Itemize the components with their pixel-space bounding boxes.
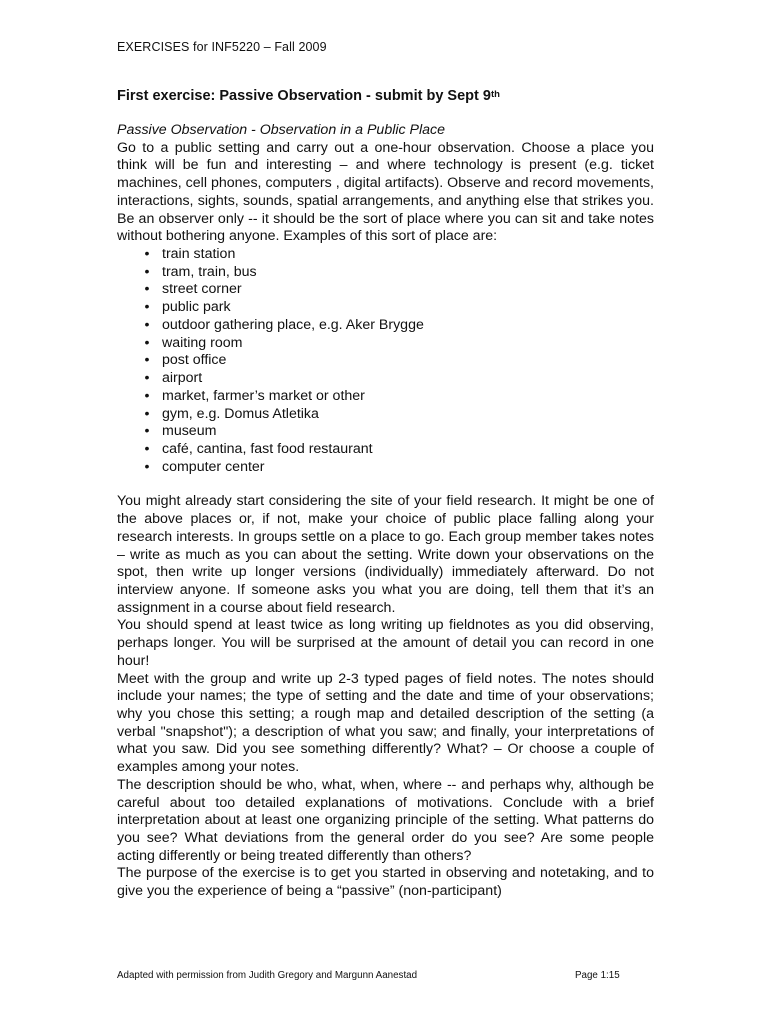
list-item-label: café, cantina, fast food restaurant [162, 440, 373, 457]
list-item-label: market, farmer’s market or other [162, 387, 365, 404]
bullet-icon: • [144, 246, 150, 263]
bullet-icon: • [144, 316, 150, 333]
bullet-icon: • [144, 352, 150, 369]
bullet-icon: • [144, 405, 150, 422]
paragraph-spacer [117, 476, 654, 493]
bullet-icon: • [144, 440, 150, 457]
list-item-label: gym, e.g. Domus Atletika [162, 405, 319, 422]
list-item [117, 388, 654, 406]
bullet-icon: • [144, 370, 150, 387]
list-item [117, 406, 654, 424]
list-item-label: street corner [162, 281, 242, 298]
list-item-label: museum [162, 423, 217, 440]
body-paragraph: The purpose of the exercise is to get you started in observing and notetaking, and to give you the experience of being a “passive” (non-participant) [117, 865, 654, 900]
list-item [117, 264, 654, 282]
bullet-icon: • [144, 299, 150, 316]
examples-list [117, 246, 654, 476]
bullet-icon: • [144, 387, 150, 404]
list-item [117, 441, 654, 459]
body-paragraph: Meet with the group and write up 2-3 typed pages of field notes. The notes should include your names; the type of setting and the date and time of your observations; why you chose this setting; a rough map and detailed description of the setting (a verbal "snapshot"); a description of what you saw; and finally, your interpretations of what you saw. Did you see something differently? What? – Or choose a couple of examples among your notes. [117, 670, 654, 776]
section-heading: Passive Observation - Observation in a Public Place [117, 122, 446, 138]
list-item-label: waiting room [162, 334, 243, 351]
list-item [117, 370, 654, 388]
list-item [117, 335, 654, 353]
list-item-label: tram, train, bus [162, 263, 257, 280]
list-item [117, 423, 654, 441]
exercise-title [117, 88, 500, 104]
body-paragraph: You might already start considering the site of your field research. It might be one of the above places or, if not, make your choice of public place falling along your research interests. In groups settle on a place to go. Each group member takes notes – write as much as you can about the setting. Write down your observations on the spot, then write up longer versions (individually) immediately afterward. Do not interview anyone. If someone asks you what you are doing, tell them that it’s an assignment in a course about field research. [117, 493, 654, 616]
list-item-label: public park [162, 299, 231, 316]
exercise-title-text: First exercise: Passive Observation - submit by Sept 9 [117, 88, 491, 104]
intro-paragraph: Go to a public setting and carry out a one-hour observation. Choose a place you think will be fun and interesting – and where technology is present (e.g. ticket machines, cell phones, computers , digital artifacts). Observe and record movements, interactions, sights, sounds, spatial arrangements, and anything else that strikes you. Be an observer only -- it should be the sort of place where you can sit and take notes without bothering anyone. Examples of this sort of place are: [117, 139, 654, 245]
list-item [117, 459, 654, 477]
bullet-icon: • [144, 423, 150, 440]
bullet-icon: • [144, 334, 150, 351]
exercise-body [117, 122, 654, 901]
bullet-icon: • [144, 458, 150, 475]
body-paragraph: The description should be who, what, when, where -- and perhaps why, although be careful about too detailed explanations of motivations. Conclude with a brief interpretation about at least one organizing principle of the setting. What patterns do you see? What deviations from the general order do you see? Are some people acting differently or being treated differently than others? [117, 776, 654, 864]
list-item-label: computer center [162, 458, 265, 475]
list-item [117, 281, 654, 299]
list-item-label: post office [162, 352, 227, 369]
bullet-icon: • [144, 281, 150, 298]
list-item [117, 317, 654, 335]
list-item [117, 299, 654, 317]
footer-credit: Adapted with permission from Judith Gregory and Margunn Aanestad [117, 970, 418, 981]
list-item-label: outdoor gathering place, e.g. Aker Brygge [162, 316, 424, 333]
list-item [117, 352, 654, 370]
list-item-label: airport [162, 370, 203, 387]
page-header: EXERCISES for INF5220 – Fall 2009 [117, 40, 327, 54]
bullet-icon: • [144, 263, 150, 280]
exercise-title-superscript: th [490, 89, 500, 100]
list-item-label: train station [162, 246, 236, 263]
list-item [117, 246, 654, 264]
page-number: Page 1:15 [575, 970, 620, 981]
body-paragraph: You should spend at least twice as long writing up fieldnotes as you did observing, perhaps longer. You will be surprised at the amount of detail you can record in one hour! [117, 617, 654, 669]
